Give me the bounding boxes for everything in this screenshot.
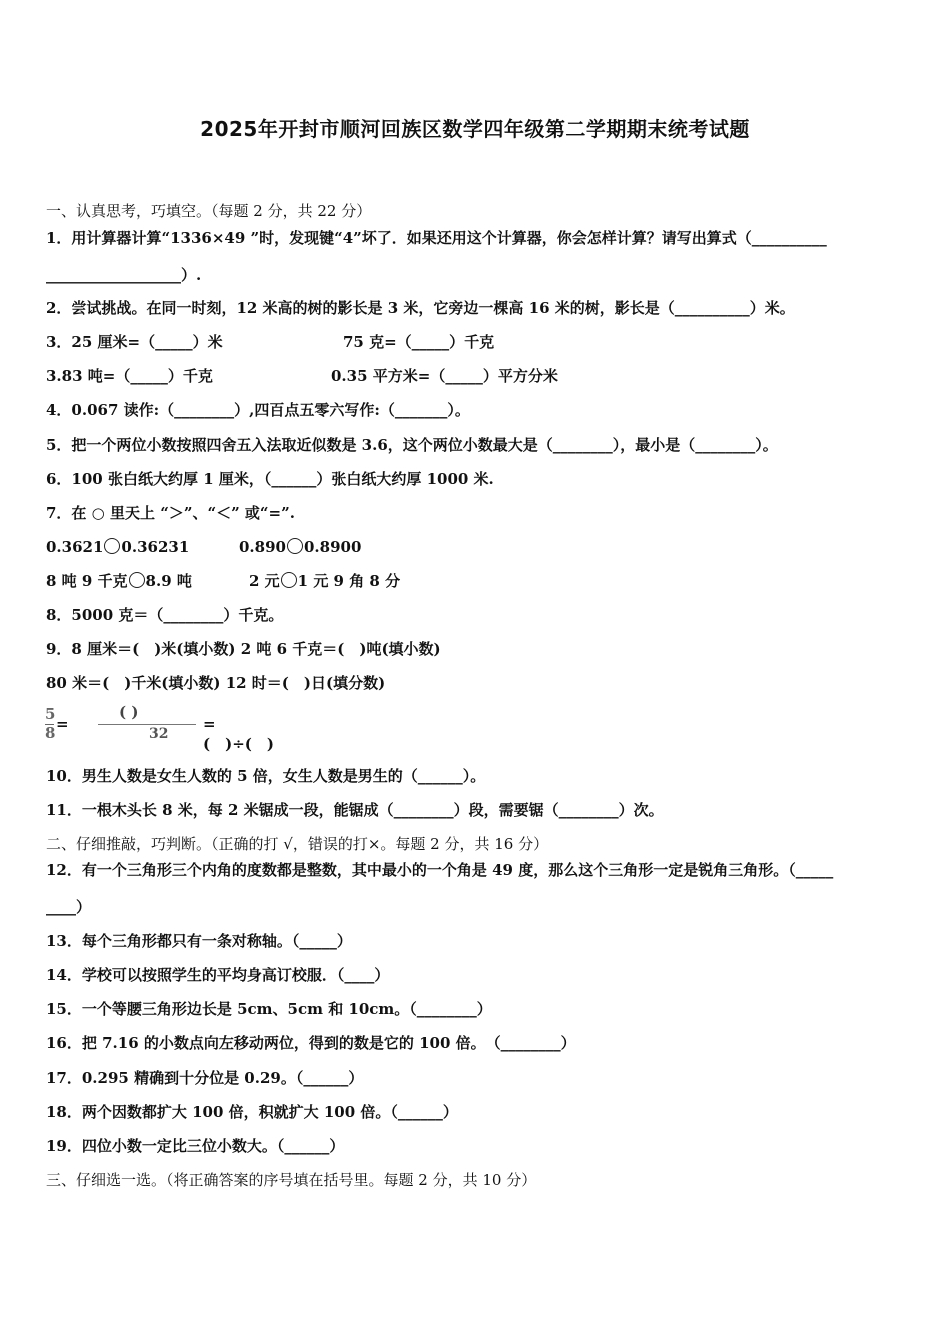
question-7-compare-1	[46, 537, 189, 557]
circle-blank-icon[interactable]	[281, 572, 297, 588]
question-12-line-2: ____）	[46, 898, 92, 916]
question-3-part-3: 3.83 吨=（_____）千克	[46, 367, 213, 385]
question-7-compare-2	[239, 537, 361, 557]
question-3-part-1: 3．25 厘米=（_____）米	[46, 333, 223, 351]
page-title: 2025年开封市顺河回族区数学四年级第二学期期末统考试题	[200, 117, 750, 141]
question-3-part-4: 0.35 平方米=（_____）平方分米	[331, 367, 558, 385]
question-1-line-2: __________________）.	[46, 266, 202, 284]
compare-left: 2 元	[249, 572, 280, 590]
question-7: 7．在 ○ 里天上 “＞”、“＜” 或“=”.	[46, 504, 295, 522]
question-3-part-2: 75 克=（_____）千克	[343, 333, 495, 351]
question-7-compare-4	[249, 571, 400, 591]
question-7-compare-3	[46, 571, 192, 591]
compare-left: 8 吨 9 千克	[46, 572, 128, 590]
question-16: 16．把 7.16 的小数点向左移动两位，得到的数是它的 100 倍。 （________）	[46, 1034, 576, 1052]
division-expression: =( )÷( )	[203, 715, 274, 753]
compare-right: 1 元 9 角 8 分	[297, 572, 401, 590]
question-9-line-2: 80 米＝( )千米(填小数) 12 时＝( )日(填分数)	[46, 674, 386, 692]
question-1-line-1: 1．用计算器计算“1336×49 ”时，发现键“4”坏了．如果还用这个计算器，你会怎样计算？请写出算式（__________	[46, 229, 827, 247]
question-8: 8．5000 克＝（________）千克。	[46, 606, 284, 624]
section-2-heading: 二、仔细推敲，巧判断。（正确的打 √，错误的打×。每题 2 分，共 16 分）	[46, 835, 549, 853]
question-13: 13．每个三角形都只有一条对称轴。（_____）	[46, 932, 352, 950]
question-9-line-1: 9．8 厘米＝( )米(填小数) 2 吨 6 千克＝( )吨(填小数)	[46, 640, 441, 658]
circle-blank-icon[interactable]	[129, 572, 145, 588]
fraction-2-numerator[interactable]: ( )	[119, 703, 139, 721]
question-14: 14．学校可以按照学生的平均身高订校服．（____）	[46, 966, 390, 984]
question-6: 6．100 张白纸大约厚 1 厘米，（______）张白纸大约厚 1000 米.	[46, 470, 494, 488]
question-2: 2．尝试挑战。在同一时刻，12 米高的树的影长是 3 米，它旁边一棵高 16 米的树，影长是（__________）米。	[46, 299, 795, 317]
question-18: 18．两个因数都扩大 100 倍，积就扩大 100 倍。（______）	[46, 1103, 458, 1121]
fraction-2-bar	[98, 724, 196, 725]
compare-left: 0.890	[239, 538, 286, 556]
question-4: 4．0.067 读作:（________）,四百点五零六写作:（_______）。	[46, 401, 470, 419]
compare-left: 0.3621	[46, 538, 104, 556]
compare-right: 0.8900	[303, 538, 362, 556]
question-11: 11．一根木头长 8 米，每 2 米锯成一段，能锯成（________）段，需要锯（________）次。	[46, 801, 664, 819]
question-10: 10．男生人数是女生人数的 5 倍，女生人数是男生的（______）。	[46, 767, 486, 785]
fraction-1-numerator: 5	[45, 705, 56, 723]
question-5: 5．把一个两位小数按照四舍五入法取近似数是 3.6，这个两位小数最大是（________），最小是（________）。	[46, 436, 778, 454]
fraction-1-denominator: 8	[45, 724, 56, 742]
question-15: 15．一个等腰三角形边长是 5cm、5cm 和 10cm。（________）	[46, 1000, 492, 1018]
fraction-2-denominator: 32	[149, 726, 169, 742]
section-3-heading: 三、仔细选一选。（将正确答案的序号填在括号里。每题 2 分，共 10 分）	[46, 1171, 537, 1189]
question-12-line-1: 12．有一个三角形三个内角的度数都是整数，其中最小的一个角是 49 度，那么这个三角形一定是锐角三角形。（_____	[46, 861, 834, 879]
question-17: 17．0.295 精确到十分位是 0.29。（______）	[46, 1069, 364, 1087]
circle-blank-icon[interactable]	[104, 538, 120, 554]
section-1-heading: 一、认真思考，巧填空。（每题 2 分，共 22 分）	[46, 202, 372, 220]
circle-blank-icon[interactable]	[287, 538, 303, 554]
equals-sign: =	[56, 715, 69, 733]
compare-right: 0.36231	[121, 538, 190, 556]
compare-right: 8.9 吨	[145, 572, 192, 590]
fraction-equation	[45, 703, 285, 753]
question-19: 19．四位小数一定比三位小数大。（______）	[46, 1137, 345, 1155]
